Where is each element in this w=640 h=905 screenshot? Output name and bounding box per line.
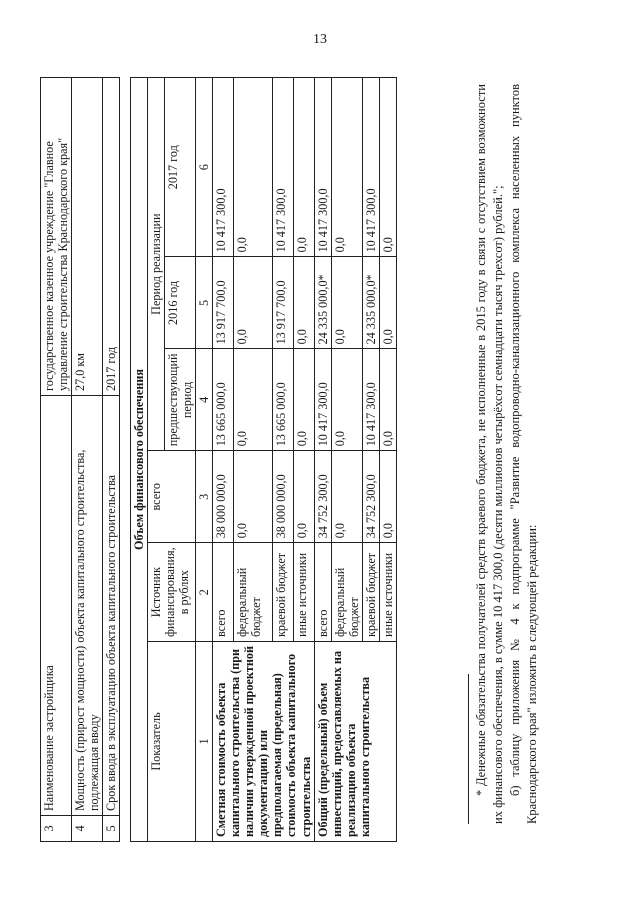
- value-cell: 10 417 300,0: [314, 78, 331, 257]
- header-indicator: Показатель: [148, 642, 196, 842]
- row-number: 5: [103, 816, 120, 842]
- row-value: 2017 год: [103, 78, 120, 396]
- table-row: [213, 78, 234, 842]
- financing-title: Объем финансового обеспечения: [131, 78, 148, 842]
- footnote-divider: [468, 674, 469, 824]
- column-number: 6: [196, 78, 213, 257]
- value-cell: 0,0: [379, 78, 396, 257]
- header-2016: 2016 год: [165, 257, 196, 349]
- value-cell: 38 000 000,0: [213, 451, 234, 543]
- row-number: 3: [41, 816, 72, 842]
- value-cell: 0,0: [331, 349, 362, 451]
- value-cell: 10 417 300,0: [213, 78, 234, 257]
- header-total: всего: [148, 451, 196, 543]
- source-cell: всего: [213, 543, 234, 642]
- rotated-page-content: [40, 52, 600, 842]
- value-cell: 10 417 300,0: [272, 78, 293, 257]
- value-cell: 38 000 000,0: [272, 451, 293, 543]
- header-source: Источник финансирования, в рублях: [148, 543, 196, 642]
- table-row: [103, 78, 120, 842]
- table-row: [72, 78, 103, 842]
- column-numbers-row: [196, 78, 213, 842]
- value-cell: 24 335 000,0*: [362, 257, 379, 349]
- value-cell: 13 917 700,0: [272, 257, 293, 349]
- object-info-table: [40, 77, 120, 842]
- value-cell: 0,0: [293, 349, 314, 451]
- value-cell: 10 417 300,0: [362, 78, 379, 257]
- table-row: [41, 78, 72, 842]
- row-label: Мощность (прирост мощности) объекта капитального строительства, подлежащая вводу: [72, 396, 103, 816]
- value-cell: 0,0: [331, 257, 362, 349]
- value-cell: 0,0: [293, 78, 314, 257]
- source-cell: федеральный бюджет: [234, 543, 272, 642]
- column-number: 5: [196, 257, 213, 349]
- column-number: 3: [196, 451, 213, 543]
- row-label: Наименование застройщика: [41, 396, 72, 816]
- value-cell: 0,0: [234, 451, 272, 543]
- column-number: 1: [196, 642, 213, 842]
- value-cell: 34 752 300,0: [314, 451, 331, 543]
- indicator-estimated-cost: Сметная стоимость объекта капитального строительства (при наличии утвержденной проектной документации) или предполагаемая (предельная) стоимость объекта капитального строительства: [213, 642, 314, 842]
- financing-table: [130, 77, 397, 842]
- header-prev: предшествующий период: [165, 349, 196, 451]
- value-cell: 0,0: [379, 451, 396, 543]
- value-cell: 13 665 000,0: [272, 349, 293, 451]
- source-cell: краевой бюджет: [362, 543, 379, 642]
- page-number: 13: [313, 32, 327, 47]
- footnote-text: * Денежные обязательства получателей средств краевого бюджета, не исполненные в 2015 году в связи с отсутствием возможности их финансового обеспечения, в сумме 10 417 300,0 (десяти миллионов четырёхсот семнадцати тысяч трехсот) рублей.";: [474, 84, 505, 824]
- footnote-area: [468, 84, 541, 824]
- value-cell: 13 665 000,0: [213, 349, 234, 451]
- row-label: Срок ввода в эксплуатацию объекта капитального строительства: [103, 396, 120, 816]
- row-number: 4: [72, 816, 103, 842]
- value-cell: 0,0: [234, 349, 272, 451]
- header-2017: 2017 год: [165, 78, 196, 257]
- header-period: Период реализации: [148, 78, 165, 451]
- row-value: государственное казенное учреждение "Главное управление строительства Краснодарского края": [41, 78, 72, 396]
- source-cell: всего: [314, 543, 331, 642]
- value-cell: 0,0: [293, 257, 314, 349]
- value-cell: 10 417 300,0: [362, 349, 379, 451]
- value-cell: 0,0: [234, 257, 272, 349]
- source-cell: иные источники: [293, 543, 314, 642]
- value-cell: 13 917 700,0: [213, 257, 234, 349]
- value-cell: 0,0: [331, 451, 362, 543]
- source-cell: иные источники: [379, 543, 396, 642]
- row-value: 27,0 км: [72, 78, 103, 396]
- column-number: 4: [196, 349, 213, 451]
- source-cell: федеральный бюджет: [331, 543, 362, 642]
- value-cell: 0,0: [379, 257, 396, 349]
- value-cell: 10 417 300,0: [314, 349, 331, 451]
- column-number: 2: [196, 543, 213, 642]
- value-cell: 0,0: [331, 78, 362, 257]
- source-cell: краевой бюджет: [272, 543, 293, 642]
- indicator-investment-volume: Общий (предельный) объем инвестиций, предоставляемых на реализацию объекта капитального строительства: [314, 642, 396, 842]
- value-cell: 34 752 300,0: [362, 451, 379, 543]
- paragraph-6b: б) таблицу приложения № 4 к подпрограмме "Развитие водопроводно-канализационного комплекса населенных пунктов Краснодарского края" изложить в следующей редакции:: [507, 84, 539, 824]
- table-row: [314, 78, 331, 842]
- value-cell: 0,0: [379, 349, 396, 451]
- value-cell: 0,0: [234, 78, 272, 257]
- value-cell: 24 335 000,0*: [314, 257, 331, 349]
- value-cell: 0,0: [293, 451, 314, 543]
